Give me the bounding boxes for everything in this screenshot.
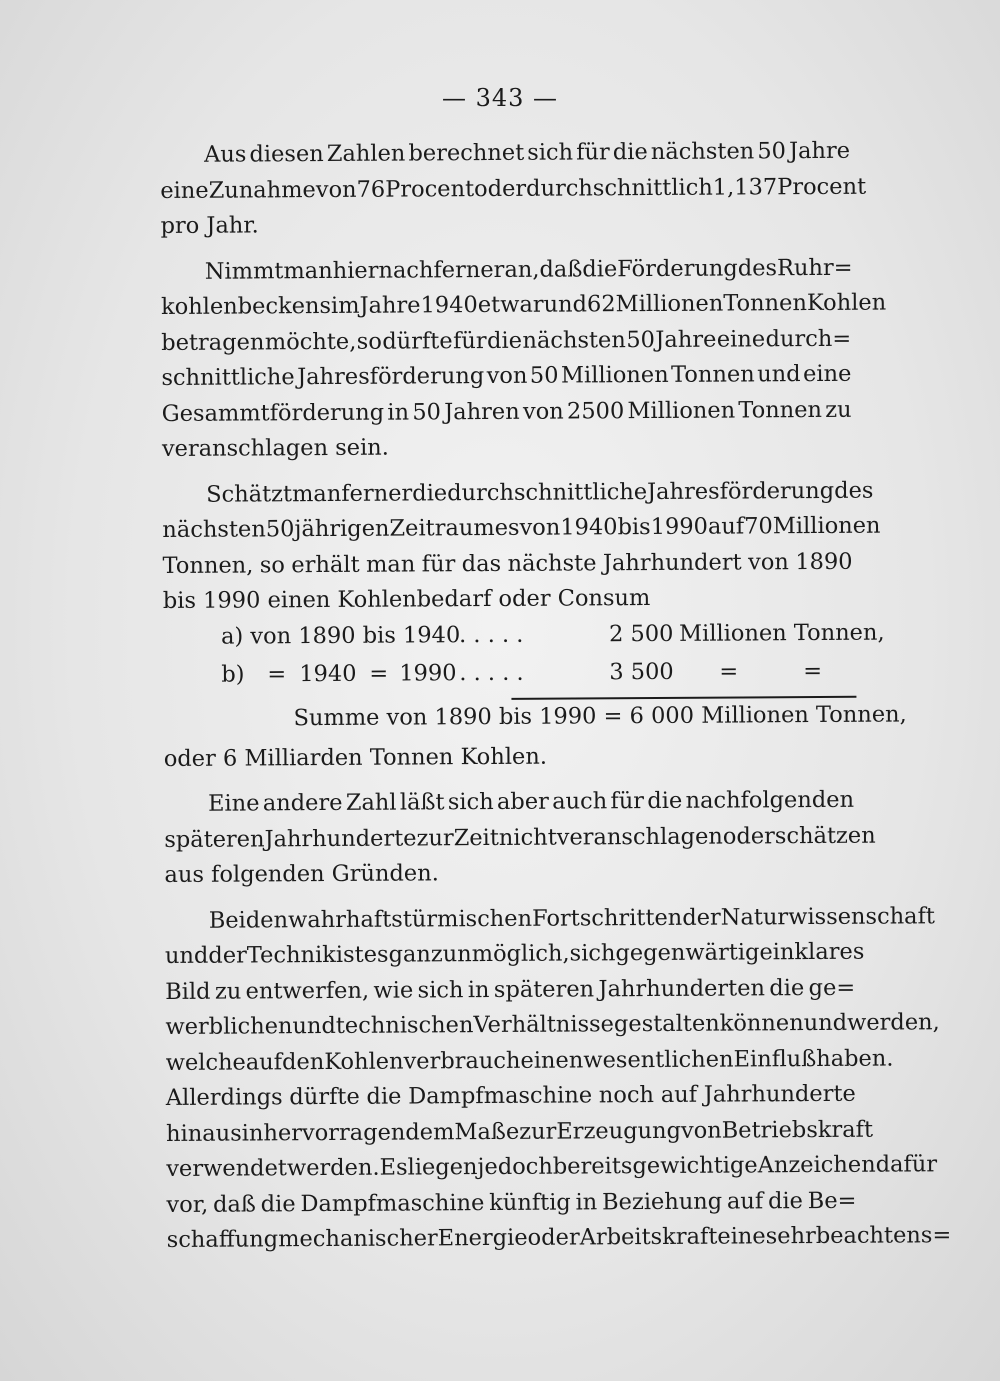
calc-row-b: [163, 653, 853, 701]
text-line: Gesammtförderung in 50 Jahren von 2500 Millionen Tonnen zu: [161, 396, 852, 427]
page-number: — 343 —: [441, 84, 559, 112]
calc-year: 1990: [399, 659, 457, 687]
sum-line: Summe von 1890 bis 1990 = 6 000 Millionen Tonnen,: [293, 700, 907, 731]
paragraph-1: [160, 134, 867, 245]
text-line: und der Technik ist es ganz unmöglich, sich gegenwärtig ein klares: [164, 938, 865, 969]
text-line: bis 1990 einen Kohlenbedarf oder Consum: [162, 585, 651, 614]
ditto-mark: =: [369, 660, 389, 687]
text-line: eine Zunahme von 76 Procent oder durchschnittlich 1,137 Procent: [160, 173, 867, 204]
paragraph-5: [164, 899, 952, 1258]
text-line: späteren Jahrhunderte zur Zeit nicht veranschlagen oder schätzen: [164, 822, 876, 853]
calc-unit: Millionen Tonnen,: [678, 619, 885, 647]
text-line: welche auf den Kohlenverbrauch einen wesentlichen Einfluß haben.: [165, 1045, 894, 1076]
calc-dots: . . . . .: [458, 621, 524, 648]
text-line: schnittliche Jahresförderung von 50 Millionen Tonnen und eine: [161, 360, 852, 391]
text-line: werblichen und technischen Verhältnisse gestalten können und werden,: [165, 1009, 940, 1040]
ditto-mark: =: [719, 657, 739, 685]
text-line: vor, daß die Dampfmaschine künftig in Beziehung auf die Be=: [166, 1187, 857, 1218]
text-line: aus folgenden Gründen.: [164, 860, 439, 888]
text-line: Bei den wahrhaft stürmischen Fortschritten der Naturwissenschaft: [208, 902, 936, 934]
text-line: hinaus in hervorragendem Maße zur Erzeugung von Betriebskraft: [166, 1116, 874, 1147]
text-line: betragen möchte, so dürfte für die nächsten 50 Jahre eine durch=: [161, 325, 852, 356]
paragraph-2: [160, 250, 887, 467]
text-line: Allerdings dürfte die Dampfmaschine noch auf Jahrhunderte: [165, 1080, 856, 1111]
ditto-mark: =: [803, 657, 823, 684]
text-line: pro Jahr.: [160, 212, 259, 239]
text-line: Eine andere Zahl läßt sich aber auch für die nachfolgenden: [207, 786, 855, 817]
calc-year: 1940: [299, 660, 357, 687]
calc-dots: . . . . .: [459, 659, 524, 686]
text-line: Bild zu entwerfen, wie sich in späteren Jahrhunderten die ge=: [165, 974, 856, 1005]
text-line: Aus diesen Zahlen berechnet sich für die nächsten 50 Jahre: [204, 137, 851, 168]
text-line: Tonnen, so erhält man für das nächste Jahrhundert von 1890: [162, 548, 853, 579]
calc-amount: 2 500: [608, 620, 674, 647]
text-line: oder 6 Milliarden Tonnen Kohlen.: [163, 743, 548, 772]
text-line: nächsten 50jährigen Zeitraumes von 1940 bis 1990 auf 70 Millionen: [162, 512, 881, 543]
paragraph-4: [164, 783, 876, 894]
text-line: veranschlagen sein.: [161, 434, 389, 462]
paragraph-3: [162, 473, 881, 619]
ditto-mark: =: [267, 660, 287, 687]
body-text: [160, 134, 952, 1259]
text-line: kohlenbeckens im Jahre 1940 etwa rund 62 Millionen Tonnen Kohlen: [160, 289, 887, 320]
calc-label: b): [221, 660, 245, 688]
text-line: schaffung mechanischer Energie oder Arbeitskraft eine sehr beachtens=: [166, 1222, 952, 1253]
text-line: Schätzt man ferner die durchschnittliche Jahresförderung des: [206, 477, 874, 508]
calc-label: a) von 1890 bis 1940: [220, 621, 461, 650]
calc-row-a: [163, 615, 885, 657]
calc-amount: 3 500: [609, 658, 674, 685]
text-line: Nimmt man hiernach ferner an, daß die Förderung des Ruhr=: [204, 254, 853, 285]
text-line: verwendet werden. Es liegen jedoch bereits gewichtige Anzeichen dafür: [166, 1151, 938, 1182]
